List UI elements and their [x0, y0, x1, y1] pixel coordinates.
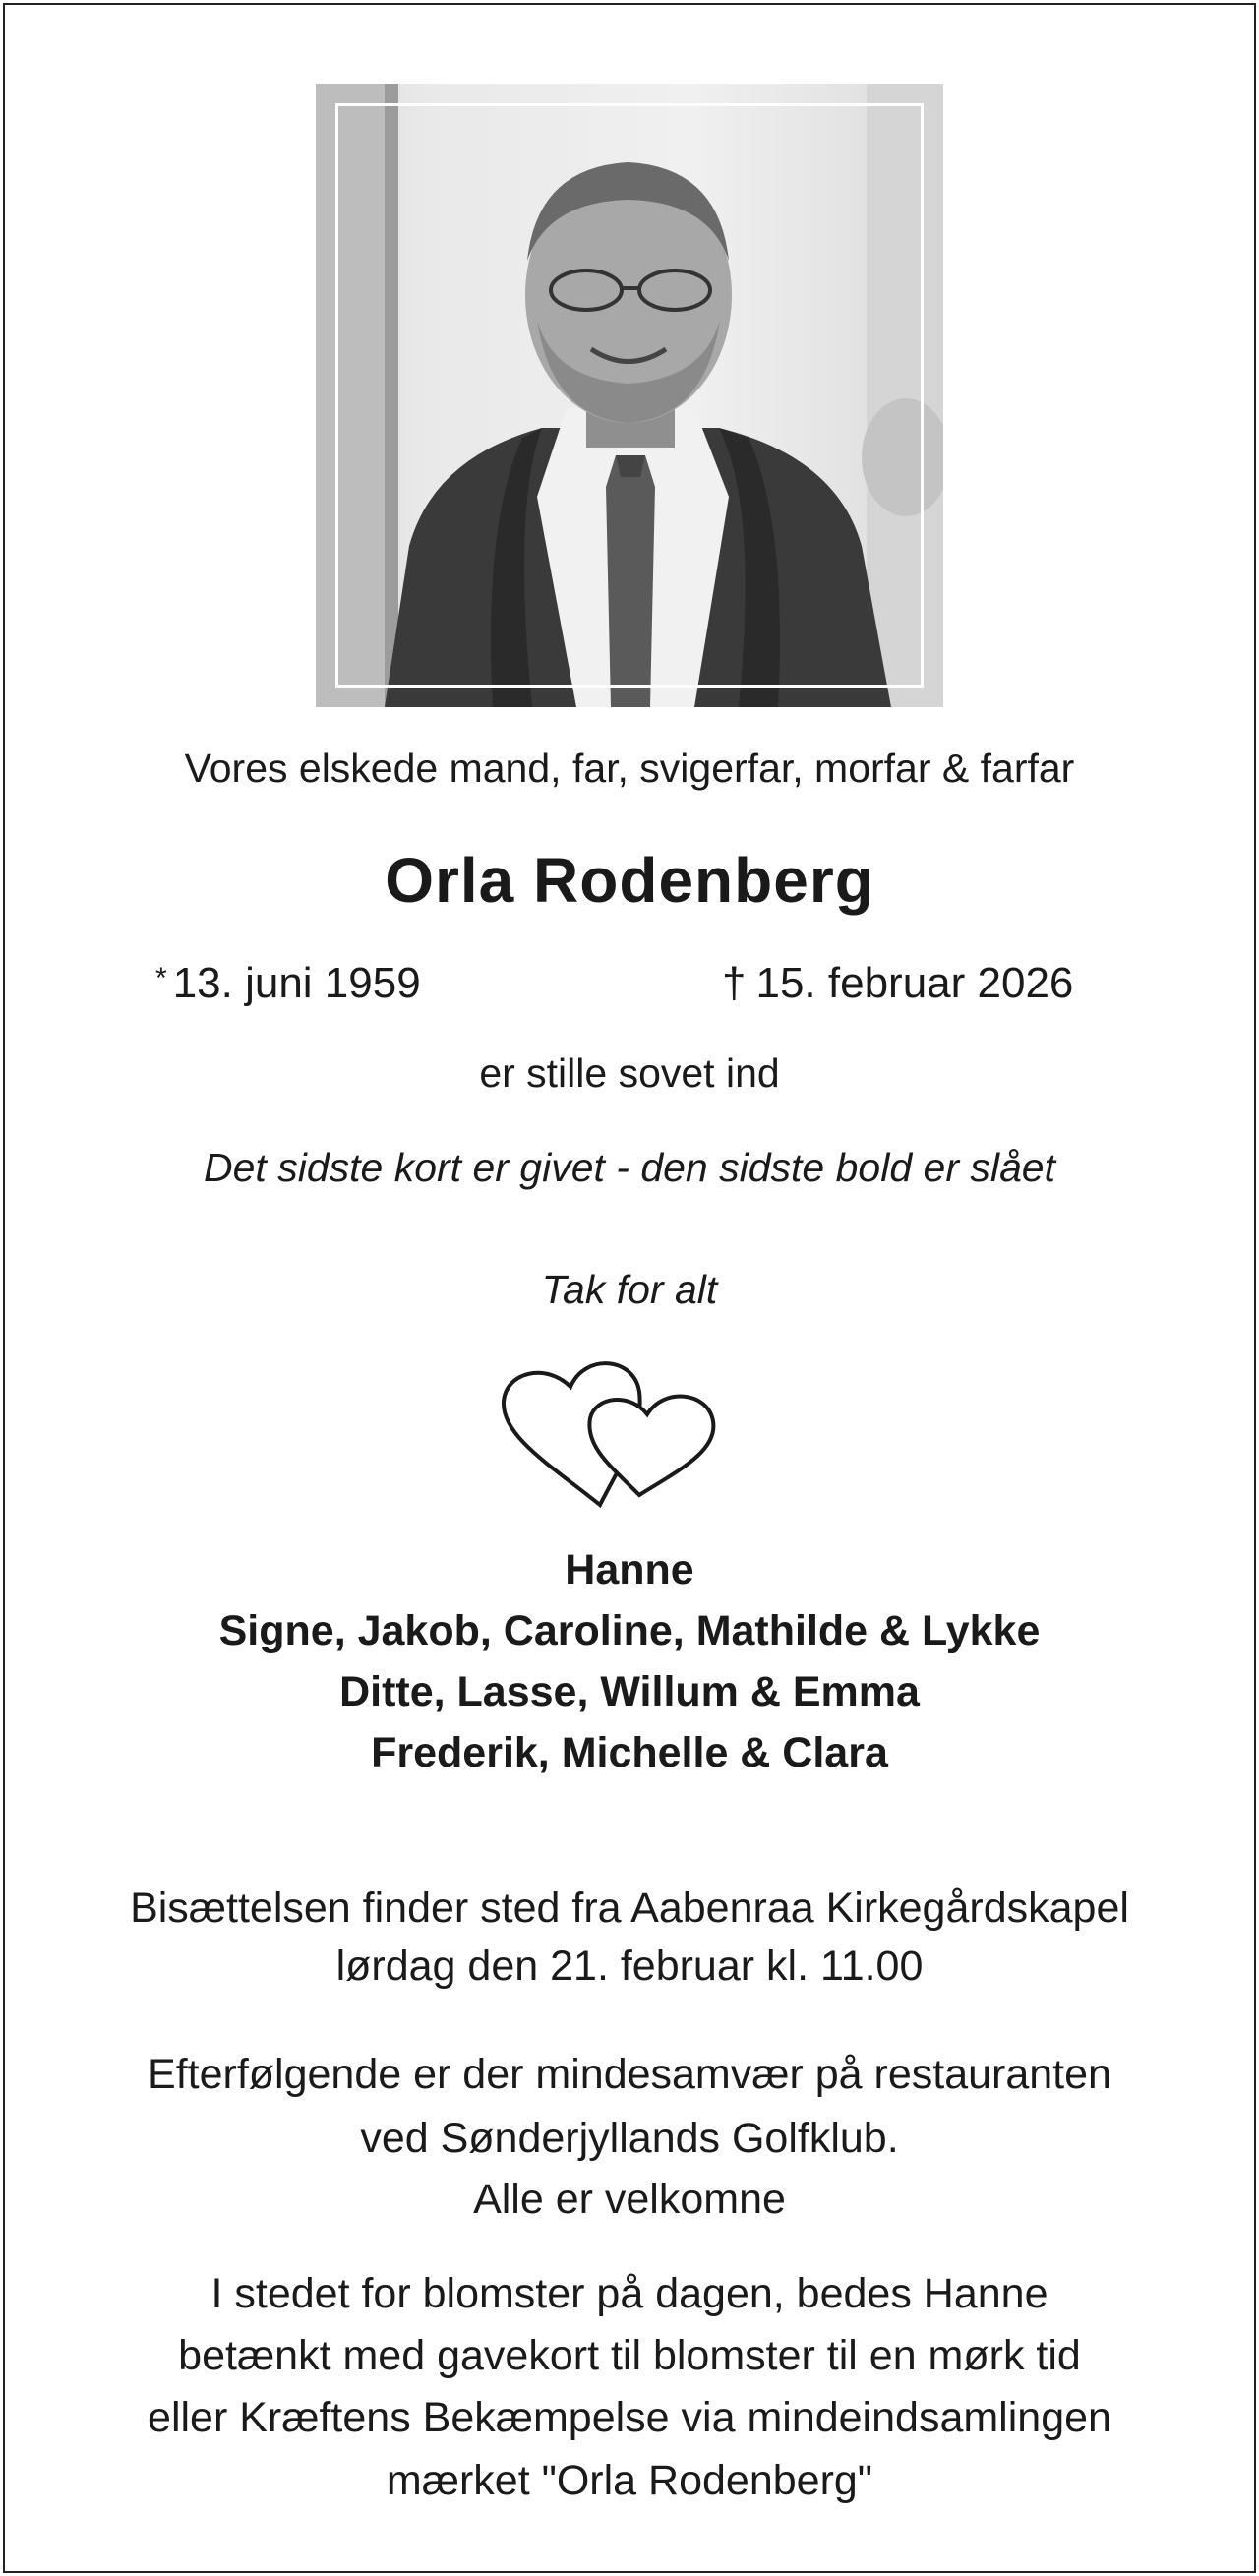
donation-line-3: eller Kræftens Bekæmpelse via mindeindsamlingen: [148, 2394, 1111, 2441]
donation-line-2: betænkt med gavekort til blomster til en mørk tid: [178, 2332, 1081, 2379]
death-cross-icon: †: [722, 959, 747, 1007]
family-line-4: Frederik, Michelle & Clara: [371, 1729, 888, 1776]
funeral-line-1: Bisættelsen finder sted fra Aabenraa Kirkegårdskapel: [130, 1885, 1129, 1932]
thanks-line: Tak for alt: [541, 1267, 718, 1312]
family-line-3: Ditte, Lasse, Willum & Emma: [339, 1668, 920, 1715]
death-date-text: 15. februar 2026: [755, 959, 1074, 1007]
funeral-line-2: lørdag den 21. februar kl. 11.00: [335, 1943, 924, 1990]
two-hearts-icon: [492, 1357, 767, 1515]
asleep-line: er stille sovet ind: [479, 1050, 780, 1096]
gathering-line-3: Alle er velkomne: [473, 2176, 786, 2223]
birth-date-text: 13. juni 1959: [172, 959, 421, 1007]
donation-line-1: I stedet for blomster på dagen, bedes Hanne: [210, 2270, 1049, 2317]
quote-line: Det sidste kort er givet - den sidste bold er slået: [204, 1145, 1055, 1190]
birth-star-icon: *: [155, 962, 167, 994]
donation-line-4: mærket "Orla Rodenberg": [386, 2457, 873, 2504]
gathering-line-2: ved Sønderjyllands Golfklub.: [360, 2115, 899, 2162]
deceased-name: Orla Rodenberg: [385, 845, 874, 916]
intro-line: Vores elskede mand, far, svigerfar, morfar & farfar: [184, 746, 1075, 791]
family-line-2: Signe, Jakob, Caroline, Mathilde & Lykke: [218, 1607, 1041, 1654]
photo-inner-border: [335, 103, 924, 688]
family-line-1: Hanne: [565, 1546, 694, 1593]
birth-date: [155, 959, 421, 1008]
death-date: [722, 959, 1073, 1008]
portrait-photo: [316, 84, 943, 707]
gathering-line-1: Efterfølgende er der mindesamvær på restauranten: [148, 2051, 1111, 2098]
